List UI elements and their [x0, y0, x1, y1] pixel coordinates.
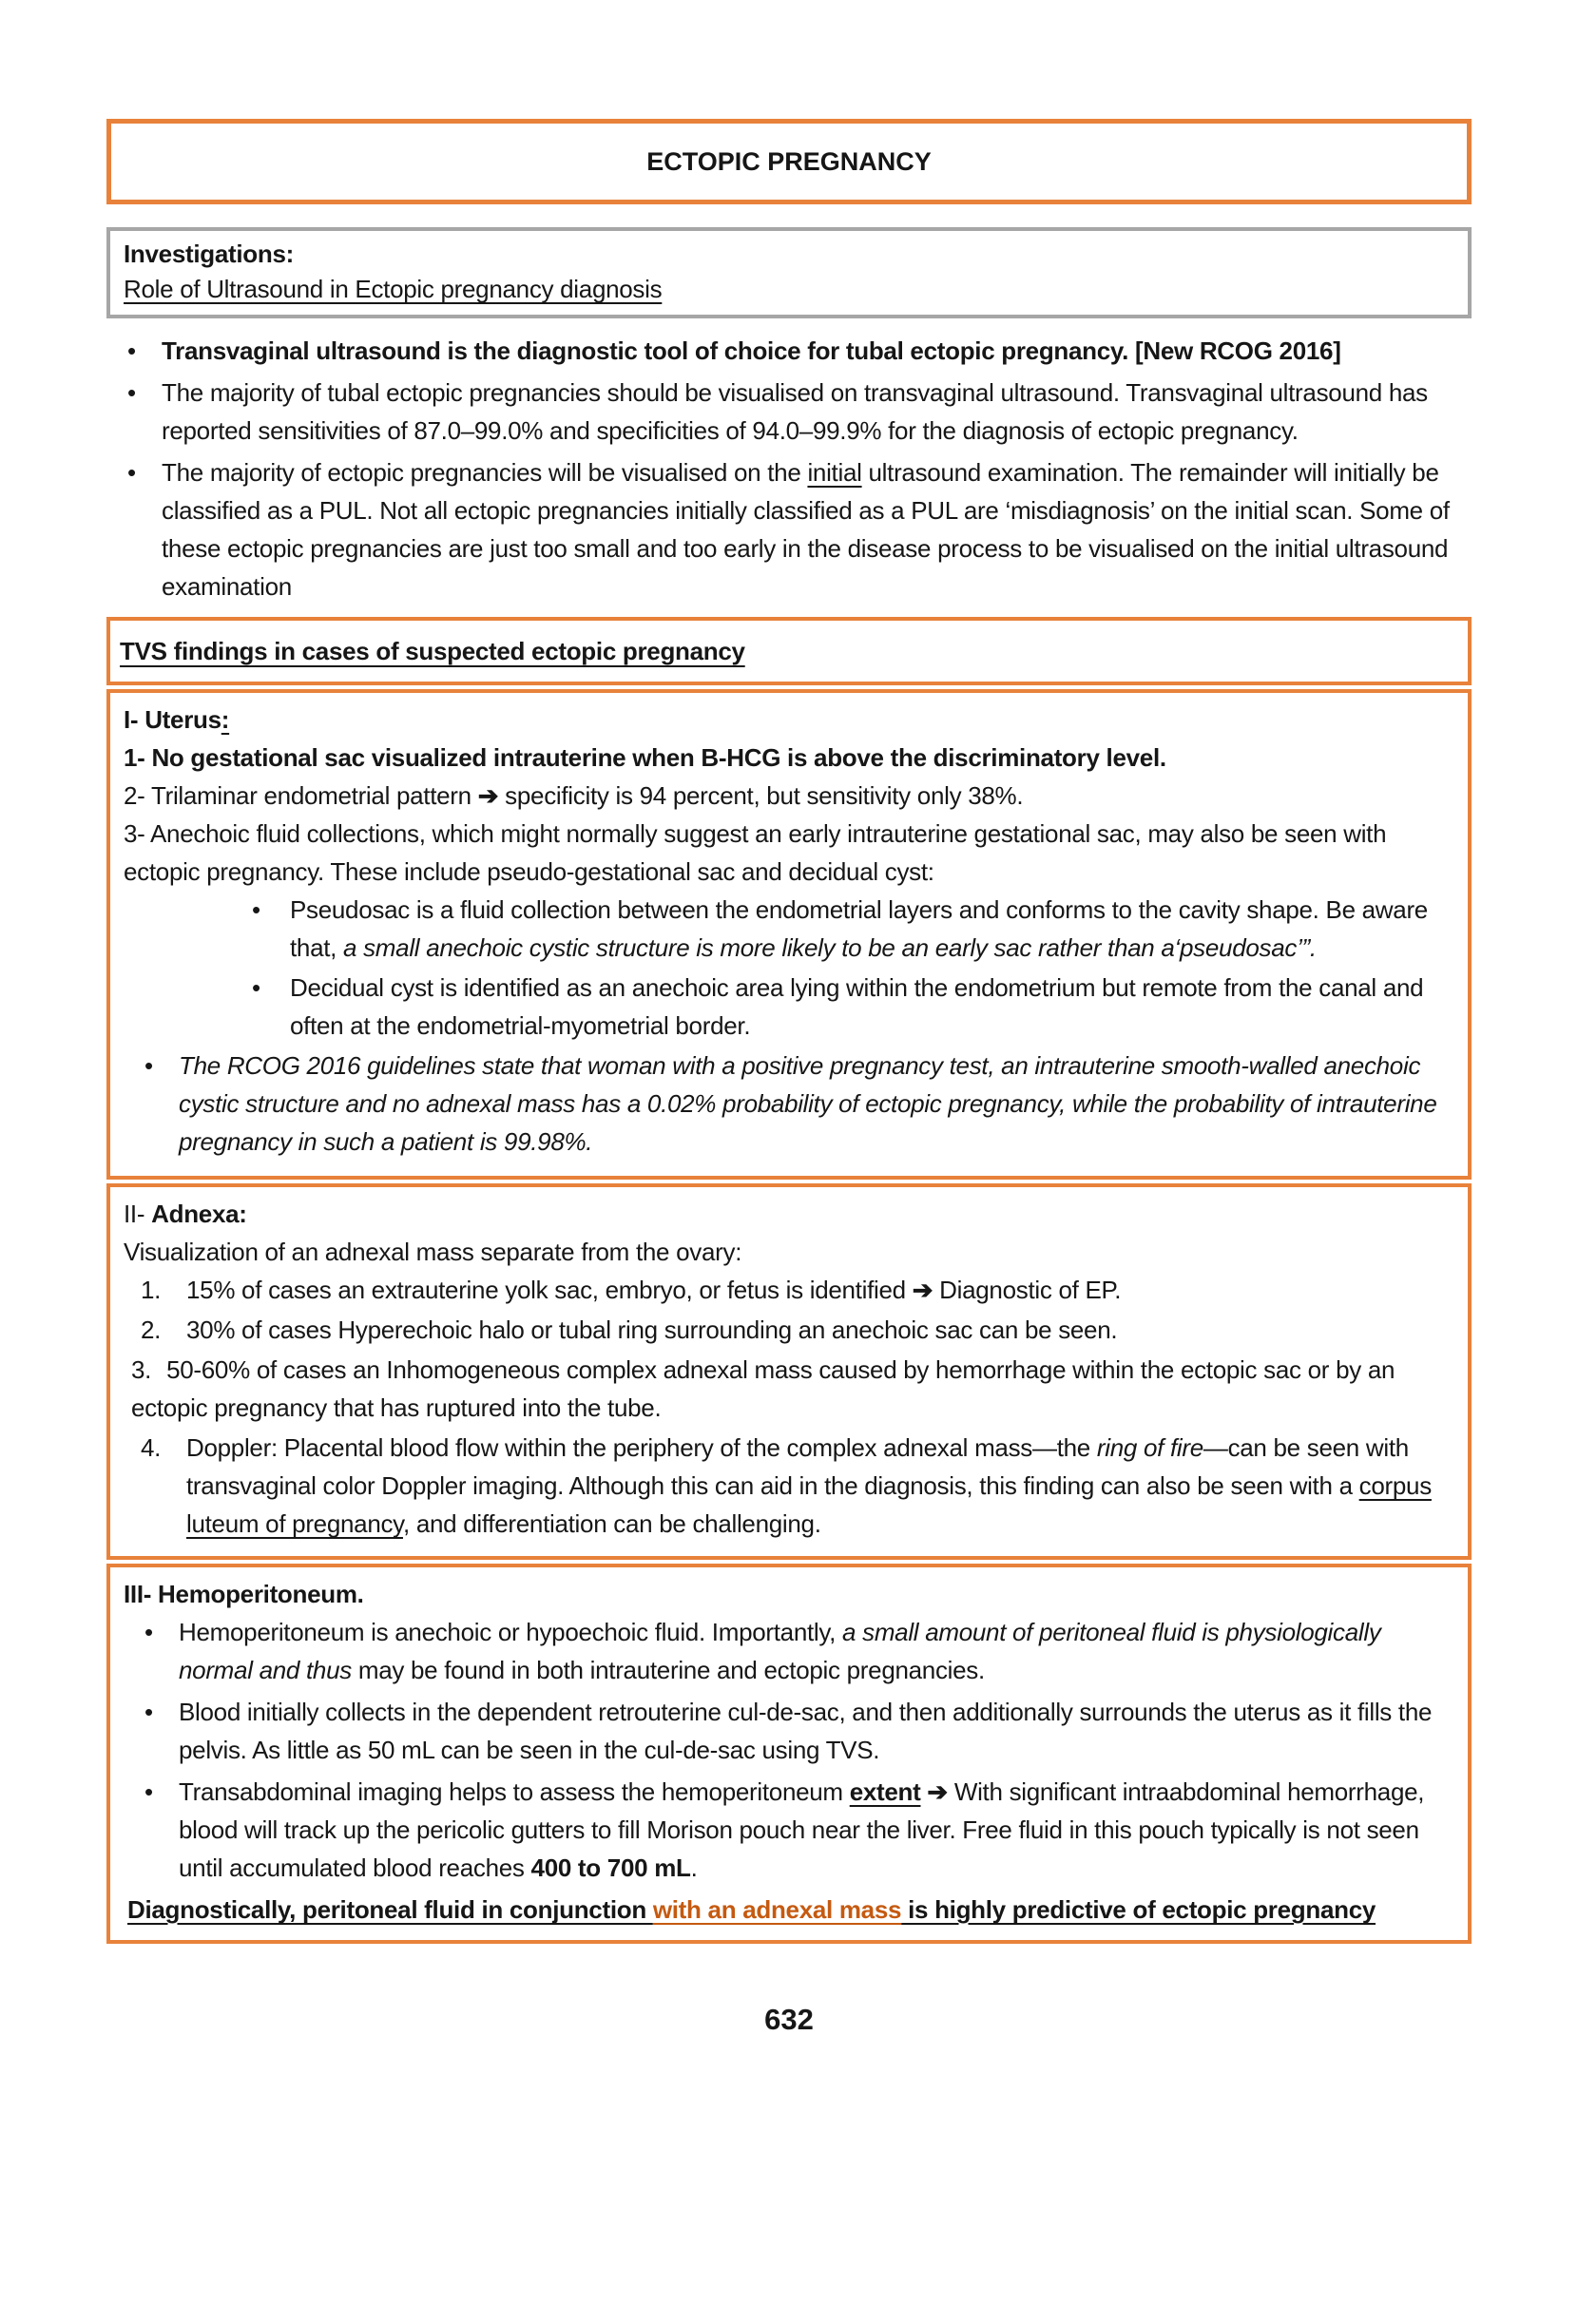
adnexa-intro	[124, 1233, 1454, 1271]
text-segment: .	[690, 1853, 698, 1882]
text-segment: The majority of tubal ectopic pregnancies should be visualised on transvaginal ultrasound. Transvaginal ultrasound has reported sensitivities of 87.0–99.0% and specificities of 94.0–99.9% for the diagnosis of ectopic pregnancy.	[162, 378, 1428, 445]
title-box	[106, 119, 1472, 204]
text-segment: The RCOG 2016 guidelines state that woman with a positive pregnancy test, an intrauterine smooth-walled anechoic cystic structure and no adnexal mass has a 0.02% probability of ectopic pregnancy, while the probability of intrauterine pregnancy in such a patient is 99.98%.	[179, 1051, 1437, 1156]
text-segment: Adnexa:	[151, 1200, 247, 1228]
list-number: 2.	[141, 1316, 162, 1344]
adnexa-item-2	[124, 1311, 1454, 1349]
text-segment: 1- No gestational sac visualized intrauterine when B-HCG is above the discriminatory level.	[124, 743, 1166, 772]
text-segment: I- Uterus	[124, 705, 221, 734]
text-segment: Decidual cyst is identified as an anechoic area lying within the endometrium but remote from the canal and often at the endometrial-myometrial border.	[290, 973, 1424, 1040]
intro-bullet-1	[106, 332, 1472, 370]
arrow-right-icon: ➔	[927, 1777, 948, 1806]
intro-bullet-list	[106, 332, 1472, 605]
adnexa-item-3	[124, 1351, 1454, 1427]
tvs-findings-heading: TVS findings in cases of suspected ectopic pregnancy	[120, 637, 745, 665]
text-segment: may be found in both intrauterine and ectopic pregnancies.	[351, 1656, 985, 1684]
text-segment: II-	[124, 1200, 152, 1228]
uterus-sub-bullet-pseudosac	[124, 891, 1454, 967]
text-segment: 30% of cases Hyperechoic halo or tubal ring surrounding an anechoic sac can be seen.	[186, 1316, 1118, 1344]
text-segment: Diagnostically, peritoneal fluid in conjunction	[127, 1895, 653, 1924]
hemo-bullet-2	[124, 1693, 1454, 1769]
text-segment: corpus luteum of pregnancy	[186, 1471, 1432, 1538]
adnexa-item-1	[124, 1271, 1454, 1309]
arrow-right-icon: ➔	[912, 1276, 933, 1304]
text-segment: Visualization of an adnexal mass separate from the ovary:	[124, 1238, 742, 1266]
uterus-point-2	[124, 777, 1454, 815]
adnexa-heading	[124, 1195, 1454, 1233]
adnexa-item-2-text	[186, 1316, 1117, 1344]
list-number: 1.	[141, 1276, 162, 1304]
text-segment: a small anechoic cystic structure is more likely to be an early sac rather than a‘pseudosac’”.	[343, 933, 1317, 962]
document-page	[106, 119, 1472, 2037]
uterus-rcog-bullet	[124, 1047, 1454, 1161]
intro-bullet-3	[106, 453, 1472, 605]
investigations-subheading: Role of Ultrasound in Ectopic pregnancy diagnosis	[124, 275, 663, 303]
uterus-heading	[124, 701, 1454, 739]
text-segment: initial	[807, 458, 862, 487]
uterus-sub-bullet-decidual-cyst	[124, 969, 1454, 1045]
text-segment: —can be seen with transvaginal color Doppler imaging. Although this can aid in the diagnosis, this finding can also be seen with a	[186, 1433, 1409, 1500]
hemo-heading	[124, 1575, 1454, 1613]
text-segment: ultrasound examination. The remainder will initially be classified as a PUL. Not all ectopic pregnancies initially classified as a PUL are ‘misdiagnosis’ on the initial scan. Some of these ectopic pregnancies are just too small and too early in the disease process to be visualised on the initial ultrasound examination	[162, 458, 1450, 601]
list-number: 3.	[131, 1355, 152, 1384]
text-segment: extent	[849, 1777, 921, 1806]
text-segment: is highly predictive of ectopic pregnancy	[901, 1895, 1376, 1924]
text-segment: Hemoperitoneum is anechoic or hypoechoic fluid. Importantly,	[179, 1618, 843, 1646]
investigations-box	[106, 227, 1472, 318]
text-segment: ring of fire	[1096, 1433, 1203, 1462]
list-number: 4.	[141, 1433, 162, 1462]
adnexa-item-4-text	[186, 1433, 1432, 1538]
text-segment: Doppler: Placental blood flow within the periphery of the complex adnexal mass—the	[186, 1433, 1097, 1462]
uterus-section-box	[106, 689, 1472, 1180]
text-segment: with an adnexal mass	[652, 1895, 902, 1924]
arrow-right-icon: ➔	[477, 781, 499, 810]
adnexa-item-1-text	[186, 1276, 1121, 1304]
text-segment: 2- Trilaminar endometrial pattern	[124, 781, 478, 810]
tvs-findings-header-box	[106, 617, 1472, 685]
investigations-heading: Investigations:	[124, 240, 294, 268]
text-segment: , and differentiation can be challenging.	[402, 1509, 821, 1538]
text-segment: 3- Anechoic fluid collections, which might normally suggest an early intrauterine gestational sac, may also be seen with ectopic pregnancy. These include pseudo-gestational sac and decidual cyst:	[124, 819, 1387, 886]
hemo-bullet-3	[124, 1773, 1454, 1887]
text-segment: With significant intraabdominal hemorrhage, blood will track up the pericolic gutters to fill Morison pouch near the liver. Free fluid in this pouch typically is not seen until accumulated blood reaches	[179, 1777, 1425, 1882]
text-segment: Transabdominal imaging helps to assess the hemoperitoneum	[179, 1777, 850, 1806]
text-segment: Blood initially collects in the dependent retrouterine cul-de-sac, and then additionally surrounds the uterus as it fills the pelvis. As little as 50 mL can be seen in the cul-de-sac using TVS.	[179, 1698, 1433, 1764]
uterus-point-3	[124, 815, 1454, 891]
text-segment: specificity is 94 percent, but sensitivity only 38%.	[498, 781, 1024, 810]
text-segment: Transvaginal ultrasound is the diagnostic tool of choice for tubal ectopic pregnancy. [New RCOG 2016]	[162, 336, 1341, 365]
text-segment: a small amount of peritoneal fluid is physiologically normal and thus	[179, 1618, 1381, 1684]
adnexa-item-4	[124, 1429, 1454, 1543]
page-title: ECTOPIC PREGNANCY	[646, 146, 932, 176]
page-number: 632	[764, 2003, 814, 2036]
text-segment: 50-60% of cases an Inhomogeneous complex adnexal mass caused by hemorrhage within the ectopic sac or by an ectopic pregnancy that has ruptured into the tube.	[131, 1355, 1395, 1422]
text-segment: The majority of ectopic pregnancies will be visualised on the	[162, 458, 808, 487]
text-segment: III- Hemoperitoneum.	[124, 1580, 364, 1608]
hemo-conclusion	[124, 1891, 1454, 1929]
text-segment: :	[221, 705, 230, 734]
text-segment: Pseudosac is a fluid collection between the endometrial layers and conforms to the cavity shape. Be aware that,	[290, 895, 1428, 962]
adnexa-section-box	[106, 1183, 1472, 1560]
text-segment: 400 to 700 mL	[530, 1853, 691, 1882]
hemo-bullet-1	[124, 1613, 1454, 1689]
text-segment: 15% of cases an extrauterine yolk sac, embryo, or fetus is identified	[186, 1276, 913, 1304]
hemoperitoneum-section-box	[106, 1564, 1472, 1944]
uterus-point-1	[124, 739, 1454, 777]
adnexa-item-3-text	[131, 1355, 1395, 1422]
intro-bullet-2	[106, 374, 1472, 450]
text-segment: Diagnostic of EP.	[933, 1276, 1122, 1304]
